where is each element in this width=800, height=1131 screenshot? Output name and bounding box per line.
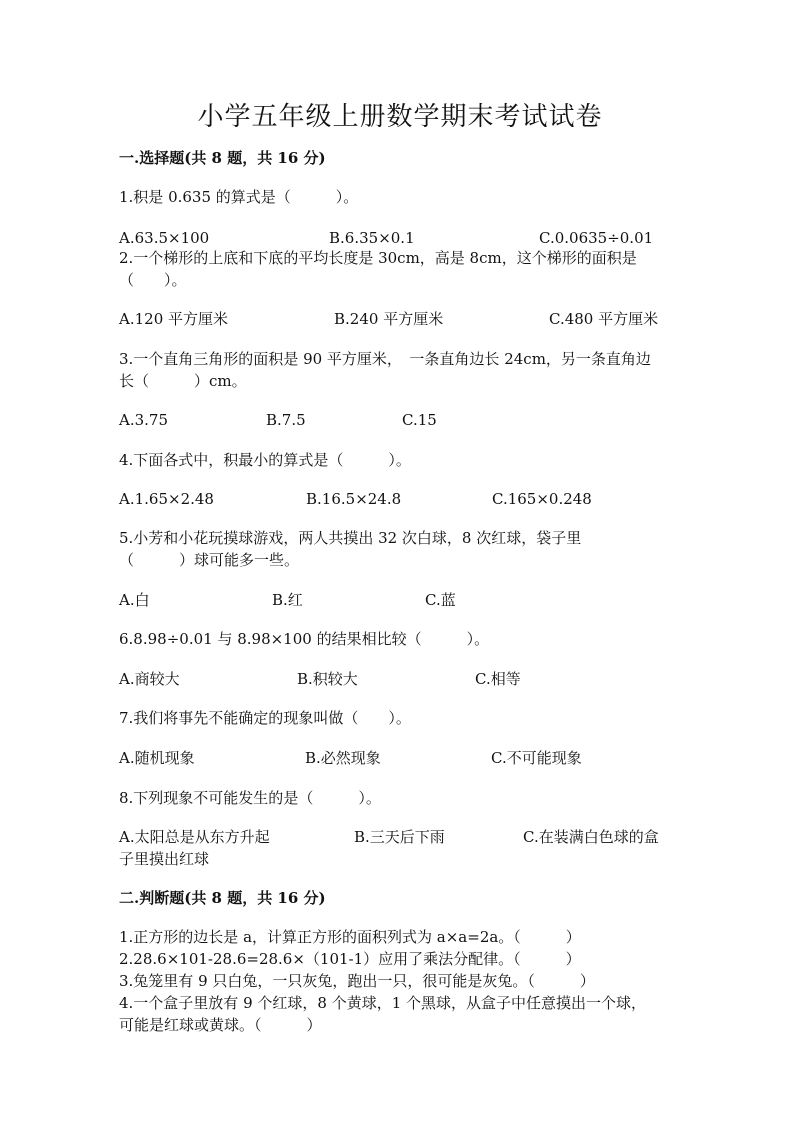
q4-option-a: A.1.65×2.48 (119, 490, 214, 508)
question-2-line-2: （ ）。 (119, 271, 187, 289)
q7-option-a: A.随机现象 (119, 749, 195, 767)
judgement-item-2: 2.28.6×101-28.6=28.6×（101-1）应用了乘法分配律。（ ） (119, 950, 581, 968)
q8-option-c-continued: 子里摸出红球 (119, 850, 210, 868)
q8-option-b: B.三天后下雨 (354, 828, 445, 846)
q8-option-c: C.在装满白色球的盒 (523, 828, 659, 846)
question-3-line-2: 长（ ）cm。 (119, 372, 247, 390)
q6-option-c: C.相等 (475, 670, 521, 688)
q3-option-c: C.15 (402, 411, 437, 429)
question-1: 1.积是 0.635 的算式是（ ）。 (119, 188, 359, 206)
q5-option-c: C.蓝 (425, 591, 456, 609)
q1-option-b: B.6.35×0.1 (329, 229, 415, 247)
q4-option-c: C.165×0.248 (492, 490, 592, 508)
q4-option-b: B.16.5×24.8 (306, 490, 402, 508)
section-heading-judgement: 二.判断题(共 8 题，共 16 分) (119, 889, 326, 907)
q7-option-b: B.必然现象 (305, 749, 381, 767)
question-5-line-2: （ ）球可能多一些。 (119, 551, 300, 569)
section-heading-choice: 一.选择题(共 8 题，共 16 分) (119, 149, 326, 167)
q7-option-c: C.不可能现象 (491, 749, 582, 767)
judgement-item-3: 3.兔笼里有 9 只白兔，一只灰兔，跑出一只，很可能是灰兔。（ ） (119, 972, 595, 990)
question-5-line-1: 5.小芳和小花玩摸球游戏，两人共摸出 32 次白球，8 次红球，袋子里 (119, 529, 582, 547)
question-8: 8.下列现象不可能发生的是（ ）。 (119, 789, 381, 807)
q1-option-c: C.0.0635÷0.01 (539, 229, 654, 247)
q6-option-b: B.积较大 (297, 670, 358, 688)
q6-option-a: A.商较大 (119, 670, 180, 688)
q5-option-b: B.红 (272, 591, 303, 609)
judgement-item-4-line-2: 可能是红球或黄球。（ ） (119, 1016, 322, 1034)
q1-option-a: A.63.5×100 (119, 229, 210, 247)
page-title: 小学五年级上册数学期末考试试卷 (197, 102, 603, 132)
q8-option-a: A.太阳总是从东方升起 (119, 828, 270, 846)
q2-option-c: C.480 平方厘米 (549, 310, 659, 328)
judgement-item-1: 1.正方形的边长是 a，计算正方形的面积列式为 a×a=2a。（ ） (119, 928, 581, 946)
q5-option-a: A.白 (119, 591, 150, 609)
question-4: 4.下面各式中，积最小的算式是（ ）。 (119, 451, 411, 469)
question-3-line-1: 3.一个直角三角形的面积是 90 平方厘米， 一条直角边长 24cm，另一条直角边 (119, 350, 651, 368)
question-2-line-1: 2.一个梯形的上底和下底的平均长度是 30cm，高是 8cm，这个梯形的面积是 (119, 249, 637, 267)
question-6: 6.8.98÷0.01 与 8.98×100 的结果相比较（ ）。 (119, 630, 490, 648)
q3-option-a: A.3.75 (119, 411, 168, 429)
q2-option-a: A.120 平方厘米 (119, 310, 228, 328)
judgement-item-4-line-1: 4.一个盒子里放有 9 个红球，8 个黄球，1 个黑球，从盒子中任意摸出一个球， (119, 994, 647, 1012)
question-7: 7.我们将事先不能确定的现象叫做（ ）。 (119, 709, 411, 727)
q3-option-b: B.7.5 (266, 411, 306, 429)
q2-option-b: B.240 平方厘米 (334, 310, 444, 328)
